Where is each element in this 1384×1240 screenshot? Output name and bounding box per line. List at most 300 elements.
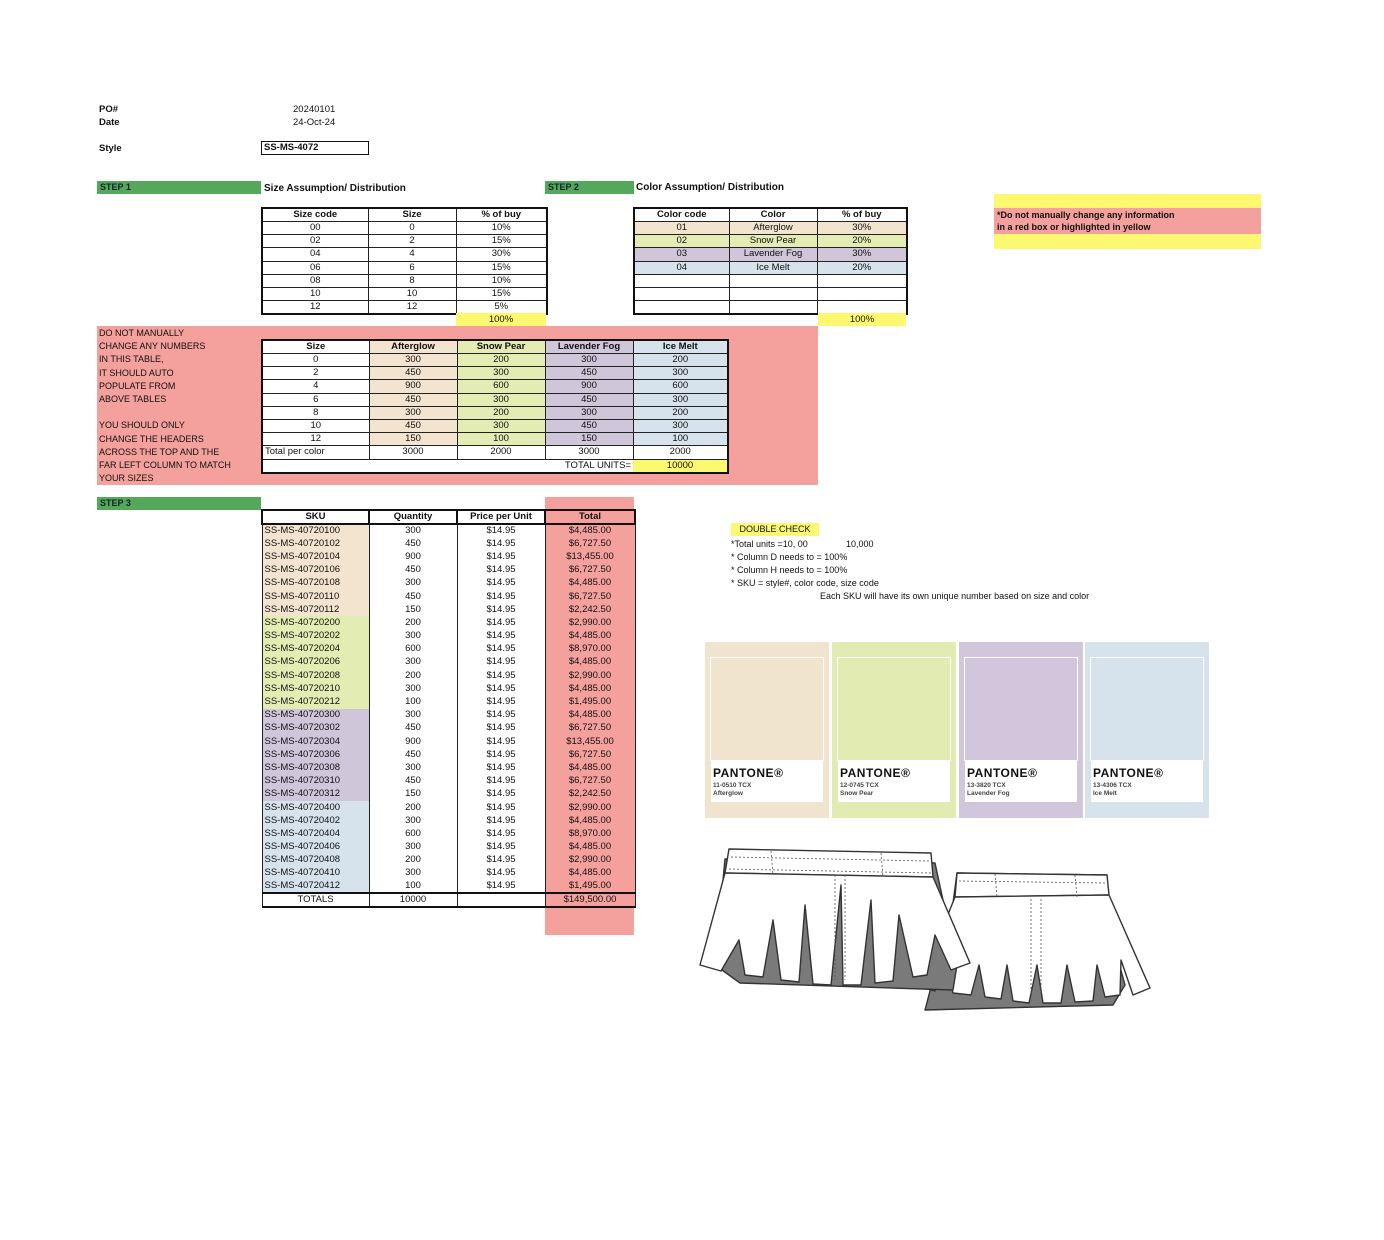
pantone-code: 13-4306 TCX <box>1093 782 1132 789</box>
matrix-cell: 450 <box>369 419 457 432</box>
sku-row <box>262 590 635 603</box>
pantone-color-name: Snow Pear <box>840 790 874 797</box>
sku-cell: $14.95 <box>457 524 545 537</box>
sku-row <box>262 814 635 827</box>
color-table-cell: Lavender Fog <box>729 248 817 261</box>
color-table-row <box>634 301 907 314</box>
size-table-row <box>262 261 547 274</box>
sku-cell: $14.95 <box>457 537 545 550</box>
sku-cell: $6,727.50 <box>545 564 635 577</box>
matrix-cell: 0 <box>262 354 369 367</box>
sku-cell: 450 <box>369 775 457 788</box>
sku-code: SS-MS-40720302 <box>262 722 369 735</box>
sku-row <box>262 748 635 761</box>
sku-cell: 300 <box>369 867 457 880</box>
sku-cell: 450 <box>369 590 457 603</box>
sku-cell: $14.95 <box>457 695 545 708</box>
sku-row <box>262 880 635 893</box>
sku-row <box>262 761 635 774</box>
matrix-cell: 300 <box>369 354 457 367</box>
color-table-cell: Snow Pear <box>729 235 817 248</box>
sku-cell: $8,970.00 <box>545 643 635 656</box>
matrix-cell: 300 <box>457 393 545 406</box>
skirt-sketch-illustration <box>695 845 1155 1015</box>
matrix-cell: 100 <box>633 433 728 446</box>
sku-cell: 450 <box>369 722 457 735</box>
color-table-header: Color <box>729 208 817 222</box>
sku-cell: 600 <box>369 643 457 656</box>
sku-cell: $4,485.00 <box>545 577 635 590</box>
size-table-header: Size <box>368 208 456 222</box>
sku-cell: $4,485.00 <box>545 867 635 880</box>
matrix-header: Snow Pear <box>457 340 545 354</box>
sku-cell: $6,727.50 <box>545 722 635 735</box>
sku-cell: $14.95 <box>457 564 545 577</box>
matrix-row <box>262 380 728 393</box>
double-check-line-5: Each SKU will have its own unique number based on size and color <box>820 591 1090 601</box>
sku-cell: 900 <box>369 550 457 563</box>
size-table-cell: 12 <box>262 301 368 315</box>
note-line: FAR LEFT COLUMN TO MATCH <box>99 459 231 470</box>
sku-code: SS-MS-40720200 <box>262 616 369 629</box>
color-table-row <box>634 248 907 261</box>
sku-code: SS-MS-40720410 <box>262 867 369 880</box>
sku-code: SS-MS-40720204 <box>262 643 369 656</box>
sku-code: SS-MS-40720312 <box>262 788 369 801</box>
sku-cell: 200 <box>369 669 457 682</box>
sku-cell: $4,485.00 <box>545 524 635 537</box>
sku-cell: 600 <box>369 827 457 840</box>
sku-cell: $14.95 <box>457 801 545 814</box>
pantone-swatch <box>711 658 823 760</box>
sku-row <box>262 841 635 854</box>
matrix-cell: 450 <box>369 393 457 406</box>
sku-cell: $14.95 <box>457 630 545 643</box>
style-label: Style <box>99 143 122 154</box>
sku-code: SS-MS-40720400 <box>262 801 369 814</box>
pantone-code: 11-0510 TCX <box>713 782 752 789</box>
sku-cell: $6,727.50 <box>545 590 635 603</box>
sku-cell: $14.95 <box>457 577 545 590</box>
sku-cell: 300 <box>369 524 457 537</box>
sku-row <box>262 656 635 669</box>
matrix-cell: 2 <box>262 367 369 380</box>
size-table-cell: 6 <box>368 261 456 274</box>
sku-total-quantity: 10000 <box>369 893 457 907</box>
size-table-cell: 10 <box>368 287 456 300</box>
sku-code: SS-MS-40720108 <box>262 577 369 590</box>
color-table-header: Color code <box>634 208 729 222</box>
matrix-cell: 300 <box>633 419 728 432</box>
sku-row <box>262 537 635 550</box>
sku-total-blank <box>457 893 545 907</box>
size-table-cell: 8 <box>368 274 456 287</box>
sku-cell: 300 <box>369 814 457 827</box>
color-table-row <box>634 261 907 274</box>
matrix-cell: 200 <box>633 406 728 419</box>
sku-cell: 450 <box>369 748 457 761</box>
sku-cell: $14.95 <box>457 775 545 788</box>
color-table-cell: Afterglow <box>729 222 817 235</box>
size-table-cell: 10% <box>456 274 547 287</box>
size-table-cell: 00 <box>262 222 368 235</box>
sku-cell: $2,990.00 <box>545 669 635 682</box>
note-line: POPULATE FROM <box>99 380 176 391</box>
sku-cell: $6,727.50 <box>545 775 635 788</box>
sku-cell: 100 <box>369 880 457 893</box>
sku-cell: $14.95 <box>457 643 545 656</box>
note-line <box>99 406 231 419</box>
matrix-cell: 200 <box>457 354 545 367</box>
color-table-row <box>634 287 907 300</box>
color-table-empty-cell[interactable] <box>817 274 907 287</box>
sku-code: SS-MS-40720212 <box>262 695 369 708</box>
sku-code: SS-MS-40720304 <box>262 735 369 748</box>
sku-code: SS-MS-40720100 <box>262 524 369 537</box>
pantone-brand: PANTONE® <box>967 766 1038 780</box>
size-table-cell: 15% <box>456 235 547 248</box>
sku-row <box>262 669 635 682</box>
matrix-cell: 600 <box>633 380 728 393</box>
sku-cell: $14.95 <box>457 590 545 603</box>
matrix-cell: 900 <box>545 380 633 393</box>
double-check-line-4: * SKU = style#, color code, size code <box>731 578 879 588</box>
sku-cell: $14.95 <box>457 854 545 867</box>
color-table-cell: 20% <box>817 261 907 274</box>
sku-cell: $4,485.00 <box>545 841 635 854</box>
sku-cell: 200 <box>369 616 457 629</box>
double-check-line-3: * Column H needs to = 100% <box>731 565 848 575</box>
matrix-cell: 450 <box>545 419 633 432</box>
size-table-cell: 10% <box>456 222 547 235</box>
pantone-color-name: Ice Melt <box>1093 790 1117 797</box>
sku-table-header: Quantity <box>369 510 457 524</box>
matrix-cell: 450 <box>369 367 457 380</box>
sku-cell: $4,485.00 <box>545 709 635 722</box>
pantone-swatch <box>1091 658 1203 760</box>
sku-cell: $14.95 <box>457 748 545 761</box>
sku-cell: $2,990.00 <box>545 801 635 814</box>
pantone-card <box>705 642 829 818</box>
size-table-cell: 0 <box>368 222 456 235</box>
sku-table <box>261 509 636 908</box>
matrix-cell: 600 <box>457 380 545 393</box>
size-table-cell: 02 <box>262 235 368 248</box>
sku-code: SS-MS-40720208 <box>262 669 369 682</box>
note-line: YOUR SIZES <box>99 473 154 484</box>
matrix-cell: 10 <box>262 419 369 432</box>
matrix-cell: 200 <box>633 354 728 367</box>
sku-cell: 300 <box>369 630 457 643</box>
sku-code: SS-MS-40720106 <box>262 564 369 577</box>
matrix-total-row <box>262 446 728 459</box>
pantone-color-name: Lavender Fog <box>967 790 1010 797</box>
sku-grand-total: $149,500.00 <box>545 893 635 907</box>
sku-cell: $14.95 <box>457 669 545 682</box>
sku-code: SS-MS-40720308 <box>262 761 369 774</box>
sku-row <box>262 722 635 735</box>
sku-code: SS-MS-40720206 <box>262 656 369 669</box>
matrix-cell: 200 <box>457 406 545 419</box>
color-distribution-table <box>633 207 908 315</box>
matrix-total-cell: 3000 <box>369 446 457 459</box>
sku-row <box>262 682 635 695</box>
sku-row <box>262 788 635 801</box>
pantone-brand: PANTONE® <box>1093 766 1164 780</box>
sku-code: SS-MS-40720102 <box>262 537 369 550</box>
sku-cell: $14.95 <box>457 722 545 735</box>
matrix-row <box>262 406 728 419</box>
color-table-empty-cell[interactable] <box>729 301 817 314</box>
sku-cell: $13,455.00 <box>545 550 635 563</box>
matrix-cell: 300 <box>633 367 728 380</box>
sku-table-header: SKU <box>262 510 369 524</box>
size-table-cell: 15% <box>456 261 547 274</box>
sku-cell: $6,727.50 <box>545 537 635 550</box>
matrix-cell: 150 <box>369 433 457 446</box>
pantone-swatch <box>965 658 1077 760</box>
sku-code: SS-MS-40720202 <box>262 630 369 643</box>
color-table-cell: 30% <box>817 222 907 235</box>
size-table-cell: 2 <box>368 235 456 248</box>
double-check-line-2: * Column D needs to = 100% <box>731 552 848 562</box>
sku-cell: $2,990.00 <box>545 854 635 867</box>
po-label: PO# <box>99 104 119 115</box>
matrix-row <box>262 433 728 446</box>
step2-title: Color Assumption/ Distribution <box>636 182 784 193</box>
sku-cell: $14.95 <box>457 841 545 854</box>
sku-cell: $1,495.00 <box>545 695 635 708</box>
warning-line-2: in a red box or highlighted in yellow <box>997 222 1151 232</box>
sku-cell: $2,242.50 <box>545 788 635 801</box>
matrix-cell: 900 <box>369 380 457 393</box>
pantone-card <box>959 642 1083 818</box>
matrix-cell: 450 <box>545 393 633 406</box>
matrix-total-label: Total per color <box>262 446 369 459</box>
pantone-card <box>832 642 956 818</box>
double-check-title: DOUBLE CHECK <box>731 523 819 536</box>
note-line: ACROSS THE TOP AND THE <box>99 446 220 457</box>
sku-row <box>262 775 635 788</box>
color-table-empty-cell[interactable] <box>729 274 817 287</box>
sku-row <box>262 854 635 867</box>
sku-cell: 300 <box>369 682 457 695</box>
size-table-row <box>262 235 547 248</box>
size-table-header: % of buy <box>456 208 547 222</box>
pantone-brand: PANTONE® <box>840 766 911 780</box>
sku-cell: $14.95 <box>457 656 545 669</box>
matrix-cell: 4 <box>262 380 369 393</box>
matrix-cell: 450 <box>545 367 633 380</box>
size-color-matrix <box>261 339 729 474</box>
sku-cell: $13,455.00 <box>545 735 635 748</box>
sku-cell: $2,990.00 <box>545 616 635 629</box>
sku-row <box>262 801 635 814</box>
sku-cell: 300 <box>369 761 457 774</box>
size-table-cell: 12 <box>368 301 456 315</box>
sku-cell: $1,495.00 <box>545 880 635 893</box>
sku-cell: $4,485.00 <box>545 656 635 669</box>
sku-code: SS-MS-40720408 <box>262 854 369 867</box>
sku-cell: 300 <box>369 577 457 590</box>
size-table-cell: 30% <box>456 248 547 261</box>
sku-table-header: Price per Unit <box>457 510 545 524</box>
sku-row <box>262 524 635 537</box>
sku-row <box>262 577 635 590</box>
size-table-cell: 5% <box>456 301 547 315</box>
sku-cell: 200 <box>369 854 457 867</box>
sku-code: SS-MS-40720104 <box>262 550 369 563</box>
matrix-row <box>262 367 728 380</box>
matrix-cell: 300 <box>369 406 457 419</box>
matrix-cell: 300 <box>633 393 728 406</box>
sku-cell: $4,485.00 <box>545 814 635 827</box>
double-check-total-value: 10,000 <box>846 539 874 549</box>
sku-cell: 150 <box>369 603 457 616</box>
size-total-percent: 100% <box>456 313 546 326</box>
size-table-header: Size code <box>262 208 368 222</box>
pantone-swatch <box>838 658 950 760</box>
matrix-cell: 8 <box>262 406 369 419</box>
size-table-cell: 06 <box>262 261 368 274</box>
sku-row <box>262 867 635 880</box>
size-table-row <box>262 287 547 300</box>
sku-table-header: Total <box>545 510 635 524</box>
note-line: IN THIS TABLE, <box>99 354 164 365</box>
color-table-empty-cell[interactable] <box>729 287 817 300</box>
sku-cell: $14.95 <box>457 880 545 893</box>
color-table-empty-cell[interactable] <box>634 301 729 314</box>
matrix-header: Size <box>262 340 369 354</box>
color-table-cell: 02 <box>634 235 729 248</box>
size-table-row <box>262 222 547 235</box>
sku-cell: 100 <box>369 695 457 708</box>
sku-row <box>262 550 635 563</box>
sku-code: SS-MS-40720300 <box>262 709 369 722</box>
warning-line-1: *Do not manually change any information <box>997 210 1175 220</box>
sku-row <box>262 709 635 722</box>
color-table-empty-cell[interactable] <box>817 301 907 314</box>
sku-cell: $2,242.50 <box>545 603 635 616</box>
matrix-total-cell: 3000 <box>545 446 633 459</box>
step3-label: STEP 3 <box>97 497 261 510</box>
matrix-row <box>262 419 728 432</box>
size-table-row <box>262 248 547 261</box>
sku-cell: 300 <box>369 709 457 722</box>
sku-code: SS-MS-40720110 <box>262 590 369 603</box>
sku-cell: 300 <box>369 841 457 854</box>
step1-title: Size Assumption/ Distribution <box>264 183 406 194</box>
sku-cell: $14.95 <box>457 761 545 774</box>
sku-cell: $14.95 <box>457 603 545 616</box>
sku-cell: 450 <box>369 564 457 577</box>
sku-cell: $14.95 <box>457 788 545 801</box>
note-line: DO NOT MANUALLY <box>99 328 185 338</box>
pantone-code: 13-3820 TCX <box>967 782 1006 789</box>
sku-cell: $8,970.00 <box>545 827 635 840</box>
sku-row <box>262 564 635 577</box>
sku-cell: 150 <box>369 788 457 801</box>
sku-row <box>262 630 635 643</box>
sku-cell: $14.95 <box>457 814 545 827</box>
sku-cell: $14.95 <box>457 709 545 722</box>
pantone-color-name: Afterglow <box>713 790 743 797</box>
matrix-cell: 150 <box>545 433 633 446</box>
sku-code: SS-MS-40720112 <box>262 603 369 616</box>
color-table-empty-cell[interactable] <box>817 287 907 300</box>
size-table-cell: 08 <box>262 274 368 287</box>
color-table-row <box>634 235 907 248</box>
date-label: Date <box>99 117 120 128</box>
sku-cell: 200 <box>369 801 457 814</box>
step1-label: STEP 1 <box>97 181 261 194</box>
color-table-cell: 20% <box>817 235 907 248</box>
matrix-row <box>262 354 728 367</box>
sku-row <box>262 616 635 629</box>
sku-totals-row <box>262 893 635 907</box>
sku-row <box>262 603 635 616</box>
color-table-empty-cell[interactable] <box>634 287 729 300</box>
sku-cell: $14.95 <box>457 616 545 629</box>
note-line: CHANGE THE HEADERS <box>99 433 204 444</box>
sku-totals-label: TOTALS <box>262 893 369 907</box>
size-table-row <box>262 274 547 287</box>
color-table-cell: 01 <box>634 222 729 235</box>
note-line: CHANGE ANY NUMBERS <box>99 341 206 352</box>
step2-label: STEP 2 <box>545 181 634 194</box>
note-line: IT SHOULD AUTO <box>99 367 174 378</box>
matrix-header: Afterglow <box>369 340 457 354</box>
style-value-cell[interactable]: SS-MS-4072 <box>261 141 369 155</box>
sku-row <box>262 827 635 840</box>
sku-cell: $14.95 <box>457 735 545 748</box>
color-table-cell: 04 <box>634 261 729 274</box>
matrix-total-cell: 2000 <box>457 446 545 459</box>
size-distribution-table <box>261 207 548 315</box>
note-line: YOU SHOULD ONLY <box>99 420 185 431</box>
auto-populate-note <box>99 327 231 485</box>
matrix-cell: 300 <box>545 354 633 367</box>
total-units-label: TOTAL UNITS= <box>262 459 633 473</box>
sku-cell: $6,727.50 <box>545 748 635 761</box>
sku-code: SS-MS-40720402 <box>262 814 369 827</box>
po-value: 20240101 <box>293 104 336 115</box>
size-table-cell: 10 <box>262 287 368 300</box>
color-table-cell: 30% <box>817 248 907 261</box>
matrix-cell: 100 <box>457 433 545 446</box>
matrix-header: Ice Melt <box>633 340 728 354</box>
color-table-cell: Ice Melt <box>729 261 817 274</box>
pantone-code: 12-0745 TCX <box>840 782 879 789</box>
color-table-cell: 03 <box>634 248 729 261</box>
sku-cell: $14.95 <box>457 682 545 695</box>
matrix-cell: 300 <box>457 367 545 380</box>
sku-cell: $14.95 <box>457 867 545 880</box>
sku-code: SS-MS-40720306 <box>262 748 369 761</box>
matrix-cell: 6 <box>262 393 369 406</box>
sku-cell: 300 <box>369 656 457 669</box>
color-table-empty-cell[interactable] <box>634 274 729 287</box>
sku-row <box>262 695 635 708</box>
double-check-line-1: *Total units =10, 00 <box>731 539 808 549</box>
pantone-brand: PANTONE® <box>713 766 784 780</box>
sku-cell: 900 <box>369 735 457 748</box>
pantone-card <box>1085 642 1209 818</box>
sku-code: SS-MS-40720310 <box>262 775 369 788</box>
sku-code: SS-MS-40720412 <box>262 880 369 893</box>
sku-row <box>262 643 635 656</box>
sku-cell: $14.95 <box>457 827 545 840</box>
